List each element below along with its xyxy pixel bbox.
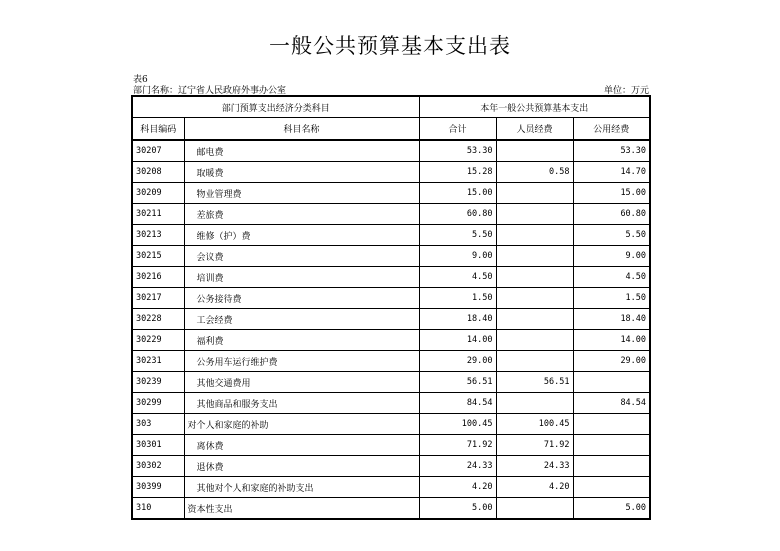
row-name: 取暖费 — [184, 162, 419, 183]
row-personnel — [496, 246, 573, 267]
row-personnel — [496, 393, 573, 414]
row-personnel: 24.33 — [496, 456, 573, 477]
table-row — [132, 351, 650, 372]
table-row — [132, 246, 650, 267]
row-public: 84.54 — [573, 393, 650, 414]
header-column-row — [132, 118, 650, 141]
row-personnel: 4.20 — [496, 477, 573, 498]
row-code: 30228 — [132, 309, 184, 330]
row-public: 60.80 — [573, 204, 650, 225]
row-code: 30239 — [132, 372, 184, 393]
row-name: 公务用车运行维护费 — [184, 351, 419, 372]
row-total: 14.00 — [419, 330, 496, 351]
budget-table — [131, 95, 651, 520]
row-total: 60.80 — [419, 204, 496, 225]
row-code: 30301 — [132, 435, 184, 456]
row-personnel: 100.45 — [496, 414, 573, 435]
row-public — [573, 456, 650, 477]
row-total: 15.00 — [419, 183, 496, 204]
row-total: 15.28 — [419, 162, 496, 183]
row-total: 53.30 — [419, 140, 496, 162]
row-code: 30231 — [132, 351, 184, 372]
row-personnel — [496, 498, 573, 520]
header-economic-category: 部门预算支出经济分类科目 — [132, 96, 419, 118]
row-total: 4.20 — [419, 477, 496, 498]
row-name: 公务接待费 — [184, 288, 419, 309]
row-total: 24.33 — [419, 456, 496, 477]
row-code: 30208 — [132, 162, 184, 183]
row-name: 会议费 — [184, 246, 419, 267]
row-code: 303 — [132, 414, 184, 435]
table-row — [132, 162, 650, 183]
row-total: 29.00 — [419, 351, 496, 372]
header-public: 公用经费 — [573, 118, 650, 141]
row-public: 9.00 — [573, 246, 650, 267]
table-row — [132, 456, 650, 477]
row-code: 30229 — [132, 330, 184, 351]
table-row — [132, 267, 650, 288]
row-code: 30302 — [132, 456, 184, 477]
table-row — [132, 288, 650, 309]
table-row — [132, 204, 650, 225]
header-name: 科目名称 — [184, 118, 419, 141]
table-row — [132, 435, 650, 456]
row-code: 30216 — [132, 267, 184, 288]
row-public — [573, 435, 650, 456]
row-public: 53.30 — [573, 140, 650, 162]
table-row — [132, 140, 650, 162]
header-personnel: 人员经费 — [496, 118, 573, 141]
table-row — [132, 414, 650, 435]
row-personnel — [496, 309, 573, 330]
table-row — [132, 477, 650, 498]
row-public: 1.50 — [573, 288, 650, 309]
row-personnel — [496, 351, 573, 372]
row-name: 培训费 — [184, 267, 419, 288]
row-public: 5.50 — [573, 225, 650, 246]
table-row — [132, 309, 650, 330]
table-row — [132, 393, 650, 414]
row-code: 30207 — [132, 140, 184, 162]
row-public — [573, 477, 650, 498]
row-public — [573, 372, 650, 393]
row-total: 100.45 — [419, 414, 496, 435]
row-personnel: 0.58 — [496, 162, 573, 183]
row-personnel — [496, 267, 573, 288]
row-code: 30213 — [132, 225, 184, 246]
row-code: 30299 — [132, 393, 184, 414]
row-public: 18.40 — [573, 309, 650, 330]
table-row — [132, 225, 650, 246]
row-total: 4.50 — [419, 267, 496, 288]
row-total: 56.51 — [419, 372, 496, 393]
row-personnel: 56.51 — [496, 372, 573, 393]
row-name: 对个人和家庭的补助 — [184, 414, 419, 435]
header-code: 科目编码 — [132, 118, 184, 141]
row-name: 离休费 — [184, 435, 419, 456]
header-group-row — [132, 96, 650, 118]
row-total: 18.40 — [419, 309, 496, 330]
row-code: 30215 — [132, 246, 184, 267]
row-name: 退休费 — [184, 456, 419, 477]
row-personnel — [496, 183, 573, 204]
row-name: 差旅费 — [184, 204, 419, 225]
row-personnel — [496, 288, 573, 309]
row-code: 310 — [132, 498, 184, 520]
table-row — [132, 183, 650, 204]
row-public: 15.00 — [573, 183, 650, 204]
row-personnel — [496, 204, 573, 225]
table-row — [132, 498, 650, 520]
row-public: 14.70 — [573, 162, 650, 183]
row-name: 工会经费 — [184, 309, 419, 330]
row-total: 1.50 — [419, 288, 496, 309]
header-total: 合计 — [419, 118, 496, 141]
row-total: 5.00 — [419, 498, 496, 520]
row-personnel: 71.92 — [496, 435, 573, 456]
row-name: 其他对个人和家庭的补助支出 — [184, 477, 419, 498]
row-personnel — [496, 140, 573, 162]
table-row — [132, 372, 650, 393]
table-number: 表6 — [133, 75, 148, 85]
row-name: 邮电费 — [184, 140, 419, 162]
row-public: 14.00 — [573, 330, 650, 351]
row-public: 4.50 — [573, 267, 650, 288]
header-basic-expenditure: 本年一般公共预算基本支出 — [419, 96, 650, 118]
row-name: 物业管理费 — [184, 183, 419, 204]
row-code: 30399 — [132, 477, 184, 498]
row-total: 84.54 — [419, 393, 496, 414]
row-personnel — [496, 330, 573, 351]
page-title: 一般公共预算基本支出表 — [269, 34, 511, 58]
row-total: 71.92 — [419, 435, 496, 456]
row-name: 维修（护）费 — [184, 225, 419, 246]
unit-label: 单位：万元 — [603, 86, 649, 96]
department-name: 部门名称：辽宁省人民政府外事办公室 — [133, 86, 287, 96]
row-name: 福利费 — [184, 330, 419, 351]
row-total: 5.50 — [419, 225, 496, 246]
row-personnel — [496, 225, 573, 246]
row-public: 5.00 — [573, 498, 650, 520]
row-code: 30211 — [132, 204, 184, 225]
row-total: 9.00 — [419, 246, 496, 267]
row-public: 29.00 — [573, 351, 650, 372]
row-public — [573, 414, 650, 435]
row-name: 其他商品和服务支出 — [184, 393, 419, 414]
row-name: 其他交通费用 — [184, 372, 419, 393]
row-name: 资本性支出 — [184, 498, 419, 520]
table-body — [132, 140, 650, 519]
row-code: 30217 — [132, 288, 184, 309]
row-code: 30209 — [132, 183, 184, 204]
table-row — [132, 330, 650, 351]
